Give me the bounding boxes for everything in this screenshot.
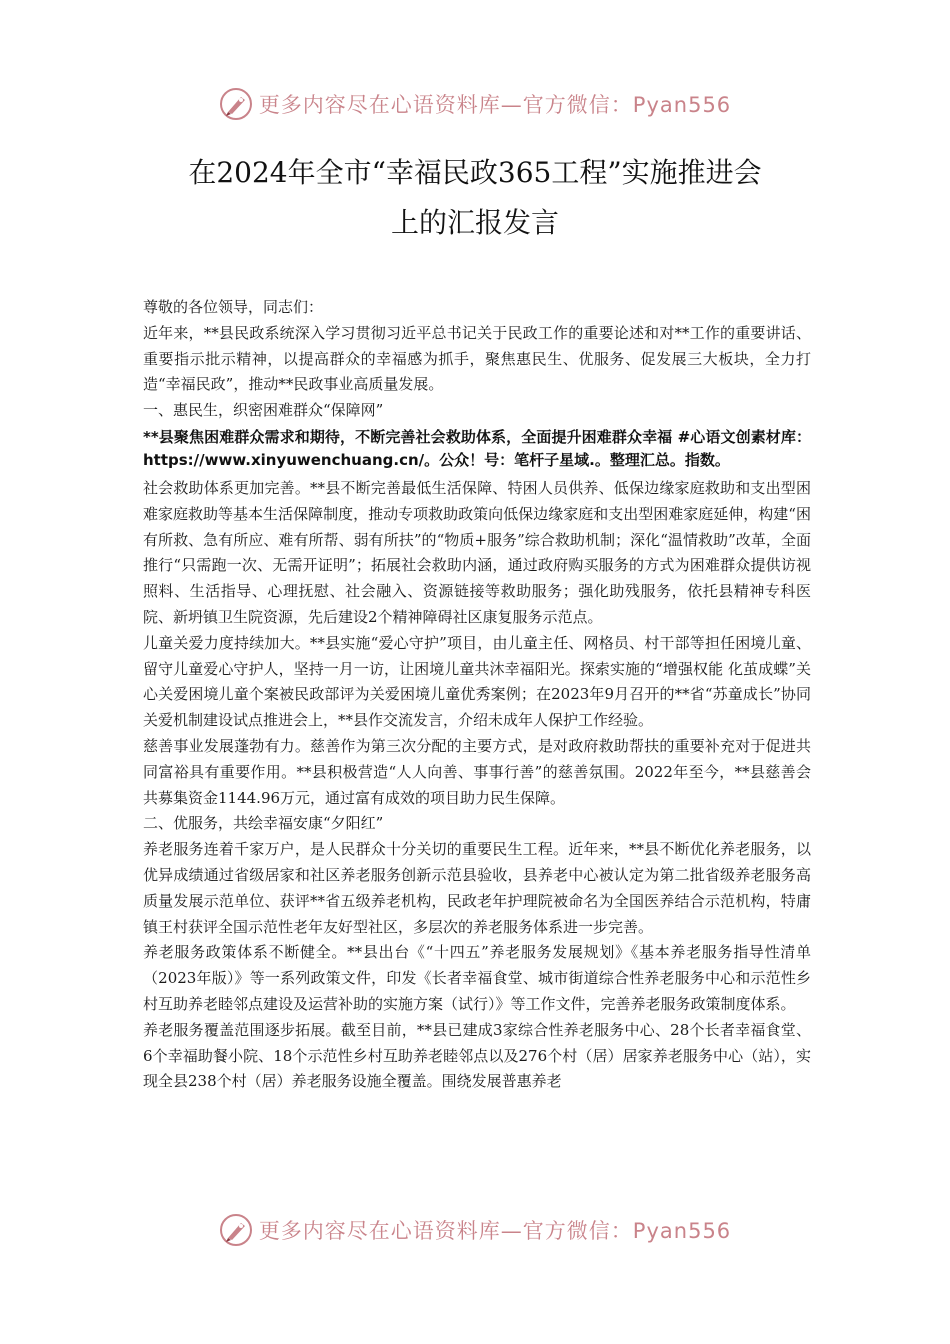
- paragraph: 近年来，**县民政系统深入学习贯彻习近平总书记关于民政工作的重要论述和对**工作的重要讲话、重要指示批示精神，以提高群众的幸福感为抓手，聚焦惠民生、优服务、促发展三大板块，全力打造“幸福民政”，推动**民政事业高质量发展。: [143, 323, 811, 394]
- watermark-banner-top: [0, 82, 950, 126]
- paragraph: 养老服务覆盖范围逐步拓展。截至目前，**县已建成3家综合性养老服务中心、28个长者幸福食堂、6个幸福助餐小院、18个示范性乡村互助养老睦邻点以及276个村（居）居家养老服务中心（站），实现全县238个村（居）养老服务设施全覆盖。围绕发展普惠养老: [143, 1020, 811, 1091]
- pen-nib-logo-icon: [219, 1213, 253, 1247]
- watermark-banner-bottom: [0, 1208, 950, 1252]
- title-line-2: 上的汇报发言: [390, 206, 559, 239]
- watermark-text: 更多内容尽在心语资料库—官方微信：Pyan556: [258, 93, 732, 117]
- section-heading: 二、优服务，共绘幸福安康“夕阳红”: [143, 814, 384, 833]
- salutation: 尊敬的各位领导，同志们：: [143, 298, 324, 316]
- paragraph: 社会救助体系更加完善。**县不断完善最低生活保障、特困人员供养、低保边缘家庭救助和支出型困难家庭救助等基本生活保障制度，推动专项救助政策向低保边缘家庭和支出型困难家庭延伸，构建“困有所救、急有所应、难有所帮、弱有所扶”的“物质+服务”综合救助机制；深化“温情救助”改革，全面推行“只需跑一次、无需开证明”；拓展社会救助内涵，通过政府购买服务的方式为困难群众提供访视照料、生活指导、心理抚慰、社会融入、资源链接等救助服务；强化助残服务，依托县精神专科医院、新坍镇卫生院资源，先后建设2个精神障碍社区康复服务示范点。: [143, 478, 811, 626]
- promo-paragraph: **县聚焦困难群众需求和期待，不断完善社会救助体系，全面提升困难群众幸福 #心语文创素材库：https://www.xinyuwenchuang.cn/。公众！号：笔杆子星域.。整理汇总。指数。: [143, 427, 811, 469]
- section-heading: 一、惠民生，织密困难群众“保障网”: [143, 401, 384, 420]
- document-body: [143, 295, 811, 1095]
- paragraph: 养老服务连着千家万户，是人民群众十分关切的重要民生工程。近年来，**县不断优化养老服务，以优异成绩通过省级居家和社区养老服务创新示范县验收，县养老中心被认定为第二批省级养老服务高质量发展示范单位、获评**省五级养老机构，民政老年护理院被命名为全国医养结合示范机构，特庸镇王村获评全国示范性老年友好型社区，多层次的养老服务体系进一步完善。: [143, 840, 811, 936]
- watermark-text: 更多内容尽在心语资料库—官方微信：Pyan556: [258, 1219, 732, 1243]
- paragraph: 儿童关爱力度持续加大。**县实施“爱心守护”项目，由儿童主任、网格员、村干部等担任困境儿童、留守儿童爱心守护人，坚持一月一访，让困境儿童共沐幸福阳光。探索实施的“增强权能 化茧成蝶”关心关爱困境儿童个案被民政部评为关爱困境儿童优秀案例；在2023年9月召开的**省“苏童成长”协同关爱机制建设试点推进会上，**县作交流发言，介绍未成年人保护工作经验。: [143, 633, 811, 730]
- pen-nib-logo-icon: [219, 87, 253, 121]
- paragraph: 慈善事业发展蓬勃有力。慈善作为第三次分配的主要方式，是对政府救助帮扶的重要补充对于促进共同富裕具有重要作用。**县积极营造“人人向善、事事行善”的慈善氛围。2022年至今，**县慈善会共募集资金1144.96万元，通过富有成效的项目助力民生保障。: [143, 736, 811, 807]
- title-line-1: 在2024年全市“幸福民政365工程”实施推进会: [188, 156, 762, 189]
- document-title: [140, 148, 810, 248]
- paragraph: 养老服务政策体系不断健全。**县出台《“十四五”养老服务发展规划》《基本养老服务指导性清单（2023年版）》等一系列政策文件，印发《长者幸福食堂、城市街道综合性养老服务中心和示范性乡村互助养老睦邻点建设及运营补助的实施方案（试行）》等工作文件，完善养老服务政策制度体系。: [143, 943, 811, 1013]
